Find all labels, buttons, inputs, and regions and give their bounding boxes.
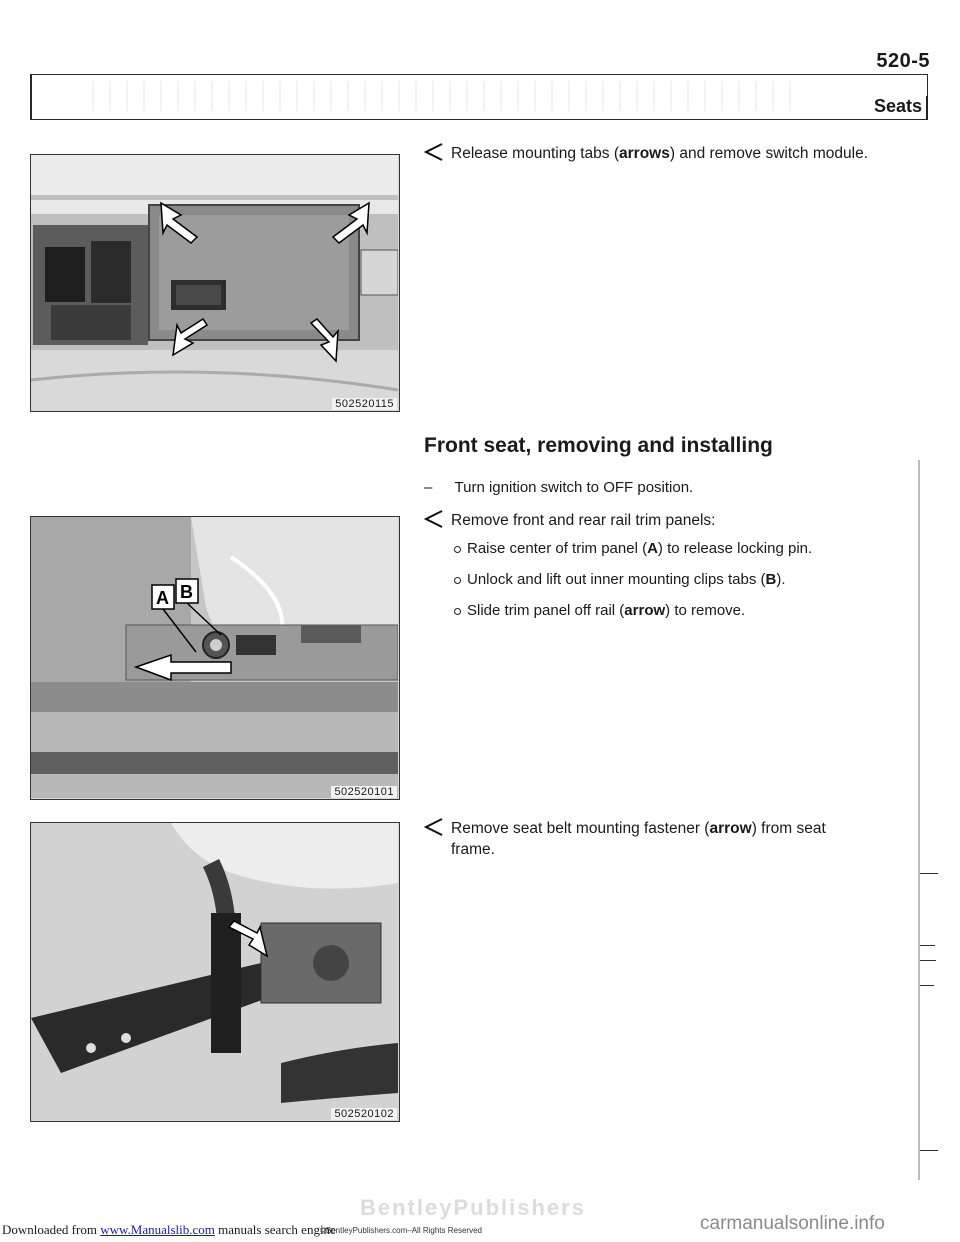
scan-edge (918, 460, 920, 1180)
switch-module-photo (31, 155, 398, 410)
figure-code: 502520102 (331, 1108, 397, 1120)
figure-code: 502520101 (331, 786, 397, 798)
step-ignition: – Turn ignition switch to OFF position. (424, 479, 694, 496)
step-release-tabs: Release mounting tabs (arrows) and remove switch module. (424, 143, 894, 164)
scan-tick (920, 873, 938, 874)
pointer-arrow-icon (424, 143, 444, 161)
rail-trim-photo (31, 517, 398, 798)
rail-trim-bullets (452, 539, 902, 632)
bullet-item: Raise center of trim panel (A) to release locking pin. (452, 539, 902, 559)
figure-rail-trim (30, 516, 400, 800)
site-watermark: carmanualsonline.info (700, 1213, 885, 1234)
pointer-arrow-icon (424, 510, 444, 528)
header-bar (30, 74, 928, 120)
step-seat-belt: Remove seat belt mounting fastener (arrow) from seat frame. (424, 818, 894, 860)
bullet-item: Slide trim panel off rail (arrow) to remove. (452, 601, 902, 621)
bullet-item: Unlock and lift out inner mounting clips tabs (B). (452, 570, 902, 590)
pointer-arrow-icon (424, 818, 444, 836)
figure-switch-module (30, 154, 400, 412)
section-heading: Front seat, removing and installing (424, 434, 773, 457)
scan-tick (920, 1150, 938, 1151)
download-note: Downloaded from www.Manualslib.com manuals search engine (2, 1222, 336, 1237)
scan-tick (920, 960, 936, 961)
scan-tick (920, 945, 935, 946)
manualslib-link[interactable]: www.Manualslib.com (100, 1222, 215, 1237)
figure-code: 502520115 (332, 398, 397, 410)
watermark: BentleyPublishers (360, 1195, 586, 1220)
section-title: Seats (873, 96, 922, 116)
callout-b: B (180, 582, 193, 602)
seat-belt-photo (31, 823, 398, 1120)
step-rail-trim: Remove front and rear rail trim panels: (424, 510, 894, 531)
publisher-notice: ©BentleyPublishers.com–All Rights Reserved (320, 1226, 482, 1235)
scan-tick (920, 985, 934, 986)
header-divider (926, 96, 928, 120)
callout-a: A (156, 588, 169, 608)
figure-seat-belt-fastener (30, 822, 400, 1122)
page-number: 520-5 (876, 50, 930, 72)
